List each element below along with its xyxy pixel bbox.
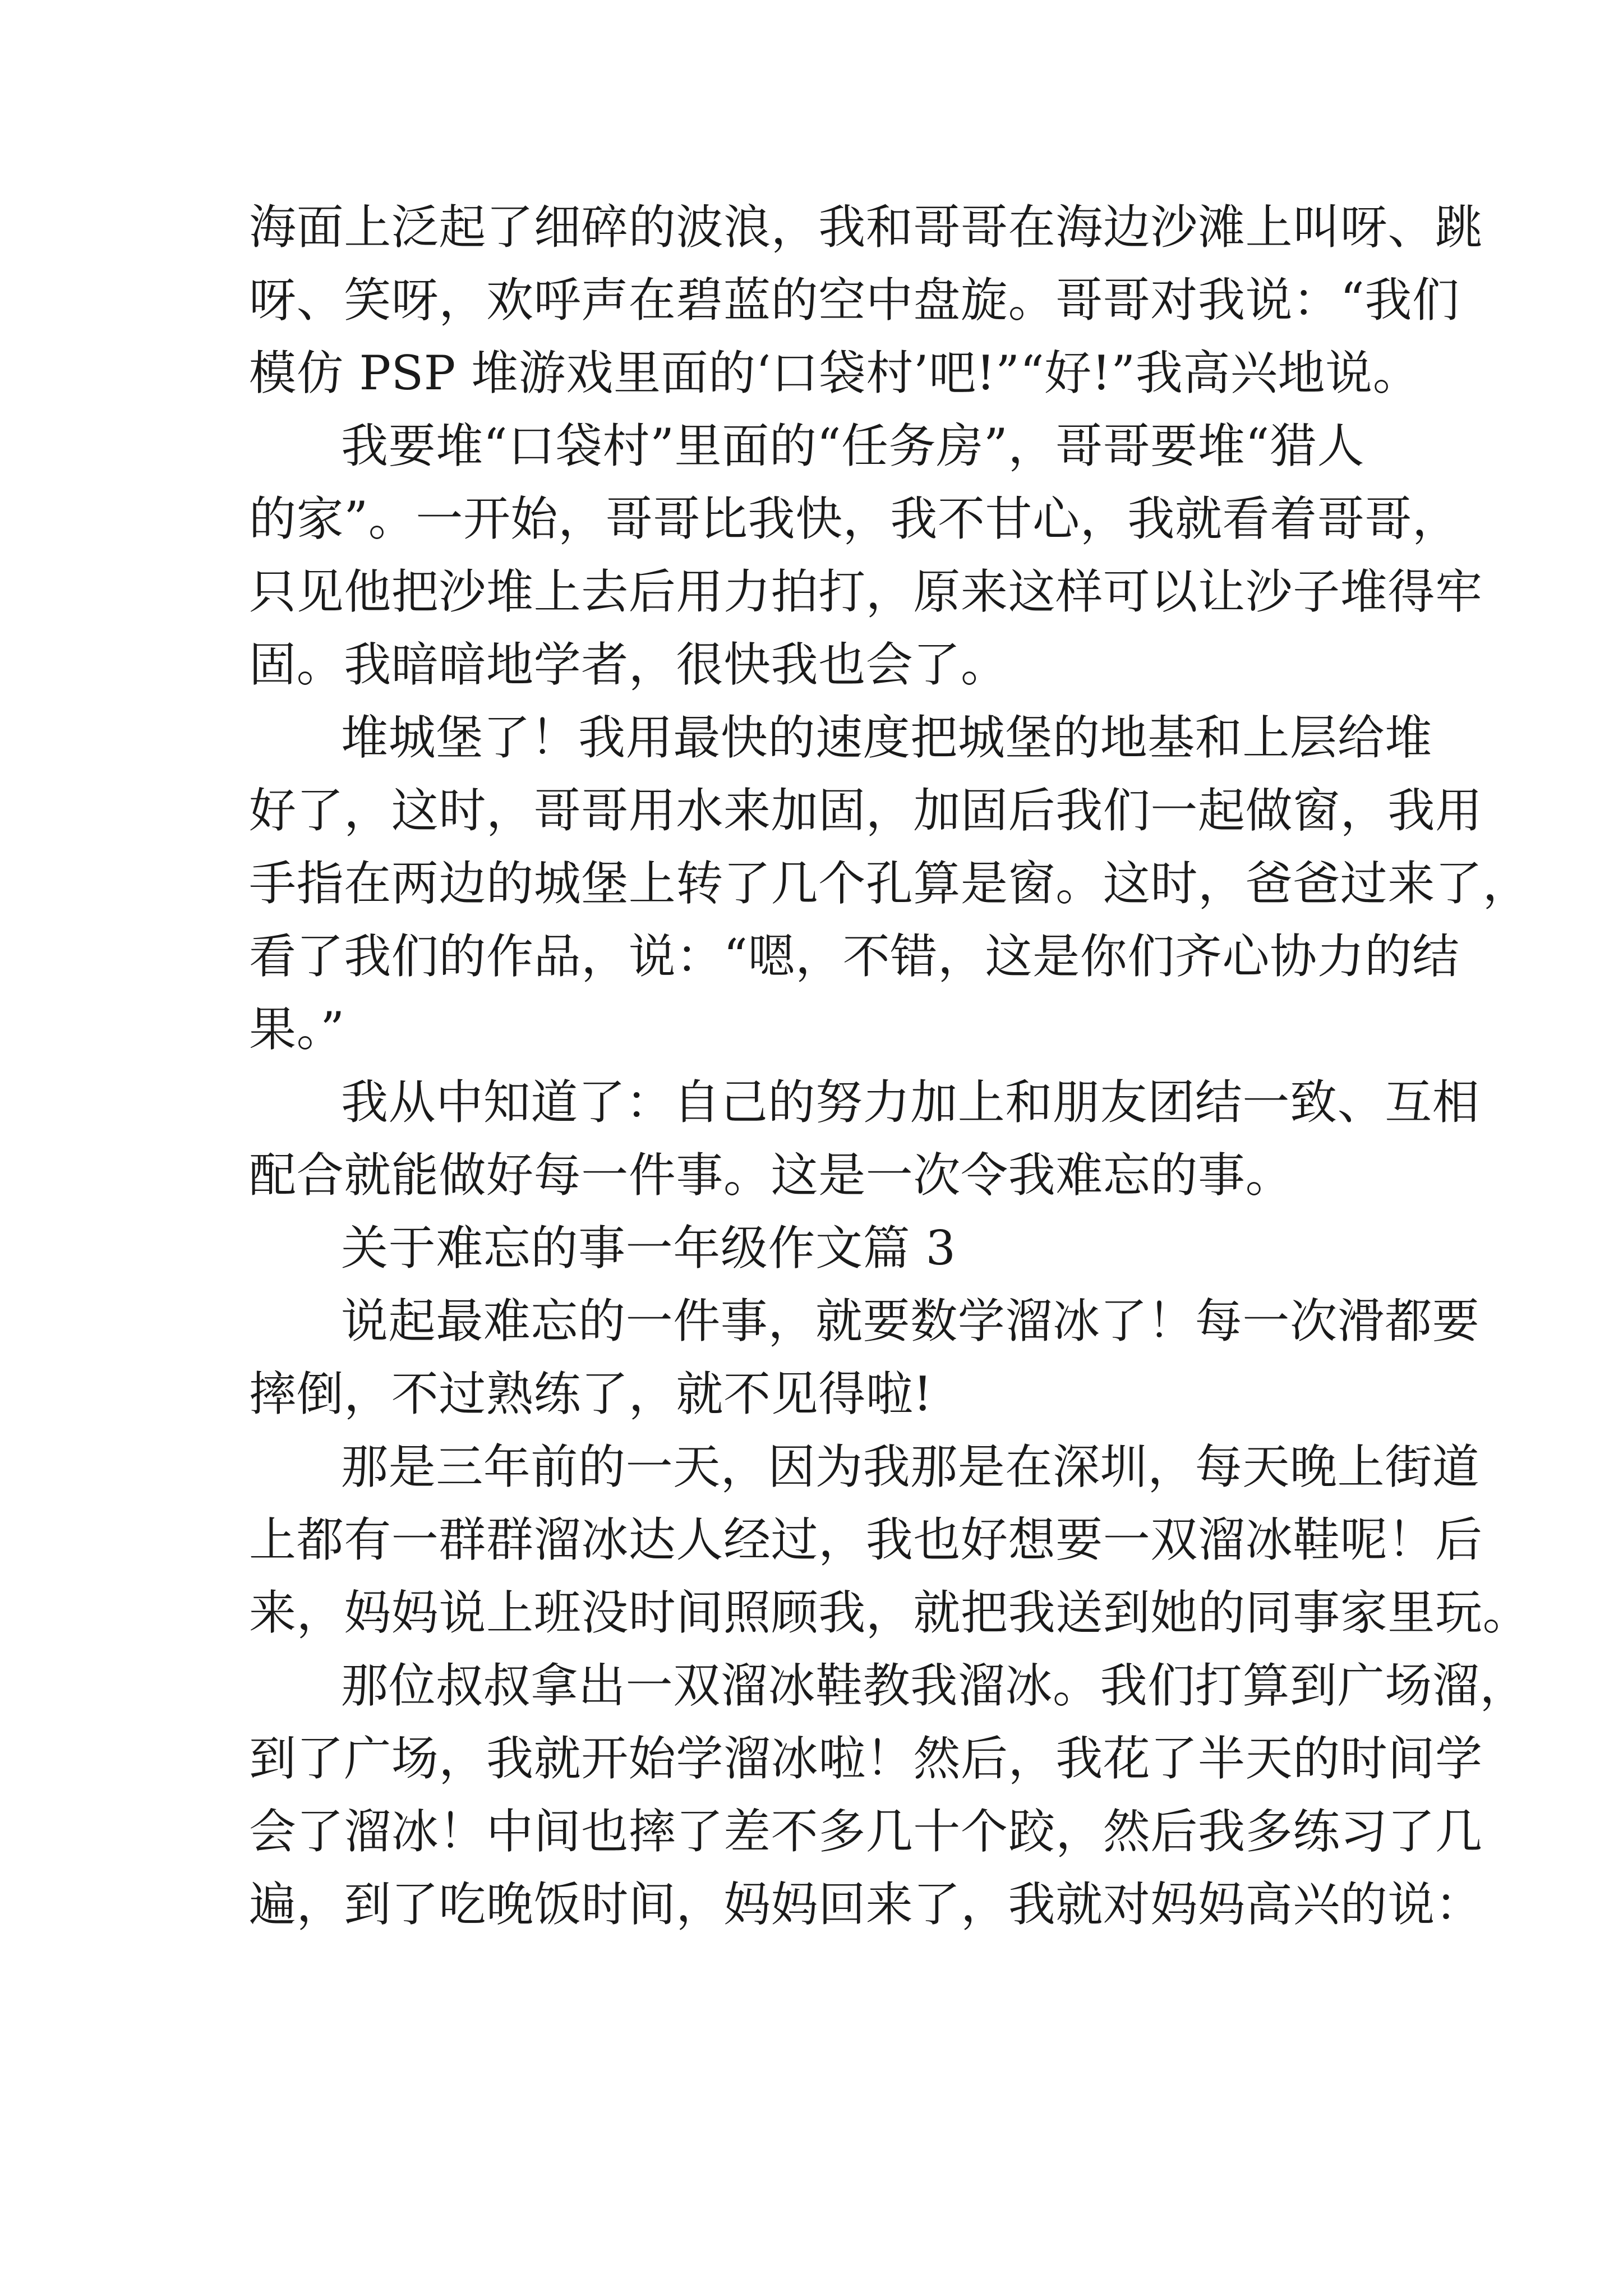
text-line: 只见他把沙堆上去后用力拍打，原来这样可以让沙子堆得牢 [249, 564, 1483, 619]
text-line: 手指在两边的城堡上转了几个孔算是窗。这时，爸爸过来了， [249, 856, 1530, 911]
text-line: 的家”。一开始，哥哥比我快，我不甘心，我就看着哥哥， [249, 491, 1460, 546]
text-line: 果。” [249, 1002, 345, 1057]
text-line: 模仿 PSP 堆游戏里面的‘口袋村’吧!”“好!”我高兴地说。 [249, 346, 1421, 401]
text-line: 摔倒，不过熟练了，就不见得啦! [249, 1366, 933, 1421]
text-line: 来，妈妈说上班没时间照顾我，就把我送到她的同事家里玩。 [249, 1585, 1530, 1640]
text-line: 到了广场，我就开始学溜冰啦！然后，我花了半天的时间学 [249, 1731, 1483, 1786]
text-line: 会了溜冰！中间也摔了差不多几十个跤，然后我多练习了几 [249, 1804, 1483, 1859]
text-line: 配合就能做好每一件事。这是一次令我难忘的事。 [249, 1148, 1293, 1203]
text-line: 固。我暗暗地学者，很快我也会了。 [249, 637, 1008, 692]
text-line: 我要堆“口袋村”里面的“任务房”，哥哥要堆“猎人 [341, 418, 1365, 473]
text-line: 呀、笑呀，欢呼声在碧蓝的空中盘旋。哥哥对我说：“我们 [249, 273, 1460, 328]
text-line: 那是三年前的一天，因为我那是在深圳，每天晚上街道 [341, 1439, 1480, 1494]
text-line: 说起最难忘的一件事，就要数学溜冰了！每一次滑都要 [341, 1294, 1480, 1349]
article-body [249, 191, 1530, 1941]
text-line: 那位叔叔拿出一双溜冰鞋教我溜冰。我们打算到广场溜， [341, 1658, 1528, 1713]
text-line: 遍，到了吃晚饭时间，妈妈回来了，我就对妈妈高兴的说： [249, 1877, 1483, 1932]
text-line: 我从中知道了：自己的努力加上和朋友团结一致、互相 [341, 1075, 1480, 1130]
text-line: 海面上泛起了细碎的波浪，我和哥哥在海边沙滩上叫呀、跳 [249, 200, 1483, 255]
section-heading: 关于难忘的事一年级作文篇 3 [341, 1221, 956, 1276]
text-line: 看了我们的作品，说：“嗯，不错，这是你们齐心协力的结 [249, 929, 1460, 984]
text-line: 堆城堡了！我用最快的速度把城堡的地基和上层给堆 [341, 710, 1432, 765]
text-line: 上都有一群群溜冰达人经过，我也好想要一双溜冰鞋呢！后 [249, 1512, 1483, 1567]
text-line: 好了，这时，哥哥用水来加固，加固后我们一起做窗，我用 [249, 783, 1483, 838]
